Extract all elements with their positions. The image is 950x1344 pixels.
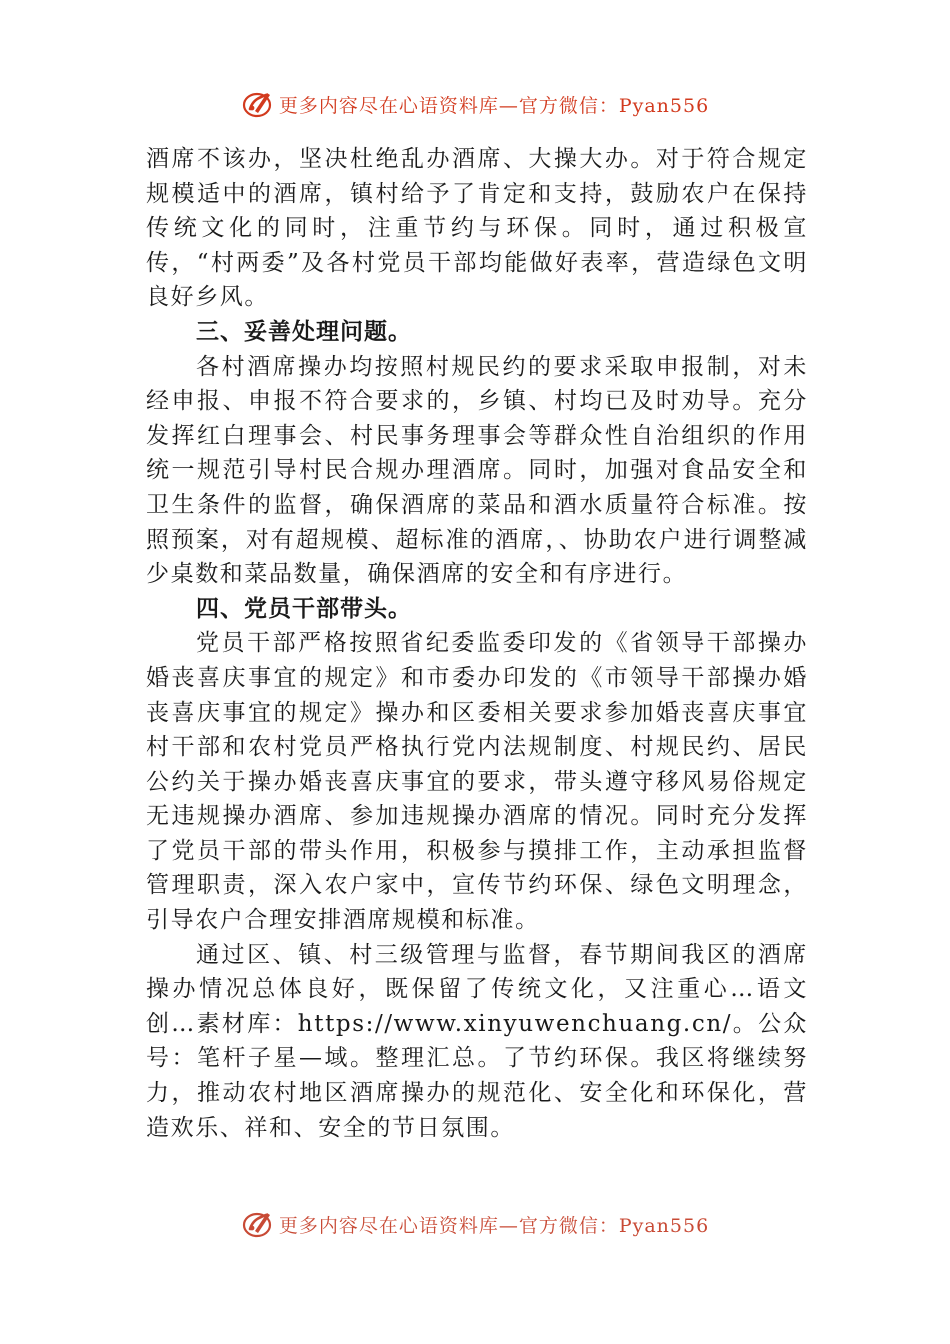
- paragraph-2: 各村酒席操办均按照村规民约的要求采取申报制，对未经申报、申报不符合要求的，乡镇、村均已及时劝导。充分发挥红白理事会、村民事务理事会等群众性自治组织的作用统一规范引导村民合规办理酒席。同时，加强对食品安全和卫生条件的监督，确保酒席的菜品和酒水质量符合标准。按照预案，对有超规模、超标准的酒席，、协助农户进行调整减少桌数和菜品数量，确保酒席的安全和有序进行。: [146, 353, 808, 588]
- brand-logo-icon: [241, 1207, 275, 1241]
- header-banner-text: 更多内容尽在心语资料库—官方微信：Pyan556: [278, 94, 710, 117]
- footer-banner: [0, 1200, 950, 1244]
- brand-logo-icon: [241, 87, 275, 121]
- section-heading-3: 三、妥善处理问题。: [196, 318, 412, 345]
- paragraph-4: 通过区、镇、村三级管理与监督，春节期间我区的酒席操办情况总体良好，既保留了传统文化，又注重心…语文创…素材库：https://www.xinyuwenchuang.cn/。公众号：笔杆子星—域。整理汇总。了节约环保。我区将继续努力，推动农村地区酒席操办的规范化、安全化和环保化，营造欢乐、祥和、安全的节日氛围。: [146, 941, 808, 1141]
- paragraph-1: 酒席不该办，坚决杜绝乱办酒席、大操大办。对于符合规定规模适中的酒席，镇村给予了肯定和支持，鼓励农户在保持传统文化的同时，注重节约与环保。同时，通过积极宣传，“村两委”及各村党员干部均能做好表率，营造绿色文明良好乡风。: [146, 146, 808, 311]
- paragraph-3: 党员干部严格按照省纪委监委印发的《省领导干部操办婚丧喜庆事宜的规定》和市委办印发的《市领导干部操办婚丧喜庆事宜的规定》操办和区委相关要求参加婚丧喜庆事宜村干部和农村党员严格执行党内法规制度、村规民约、居民公约关于操办婚丧喜庆事宜的要求，带头遵守移风易俗规定无违规操办酒席、参加违规操办酒席的情况。同时充分发挥了党员干部的带头作用，积极参与摸排工作，主动承担监督管理职责，深入农户家中，宣传节约环保、绿色文明理念，引导农户合理安排酒席规模和标准。: [146, 630, 808, 934]
- header-banner: [0, 82, 950, 126]
- document-body: [146, 142, 808, 1145]
- footer-banner-text: 更多内容尽在心语资料库—官方微信：Pyan556: [278, 1214, 710, 1237]
- section-heading-4: 四、党员干部带头。: [196, 595, 412, 622]
